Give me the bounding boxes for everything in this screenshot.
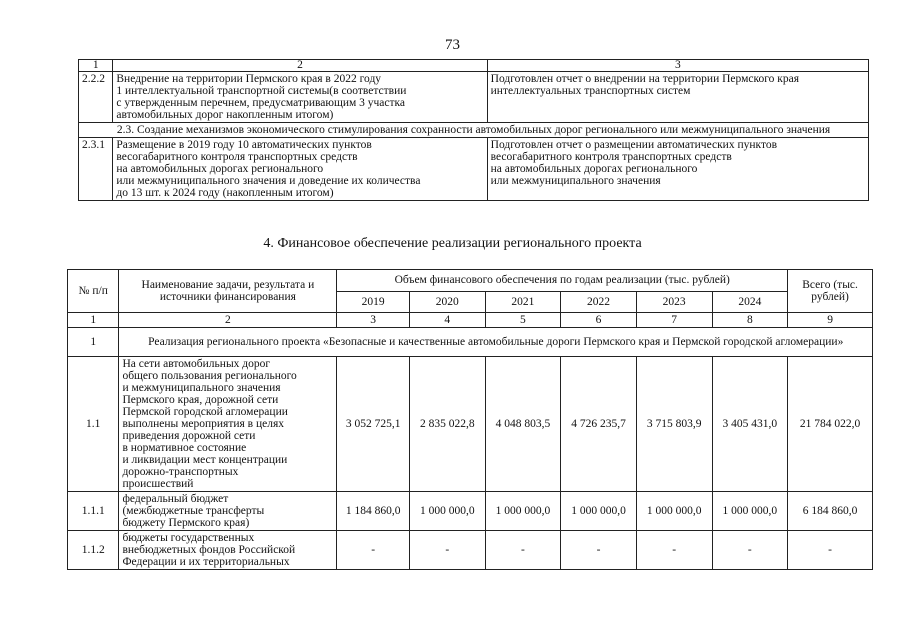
header-volume: Объем финансового обеспечения по годам реализации (тыс. рублей) [337,270,788,292]
financing-table [67,269,873,570]
text-line: Пермской городской агломерации [122,406,288,418]
text-line: Внедрение на территории Пермского края в 2022 году [116,73,382,85]
text-line: федеральный бюджет [122,493,229,505]
table-row [68,531,873,570]
header-cell: 2 [113,60,487,72]
task-cell [113,72,487,123]
column-number-row [68,313,873,328]
project-row [68,328,873,357]
text-line: с утвержденным перечнем, предусматривающим 3 участка [116,97,406,109]
text-line: Подготовлен отчет о размещении автоматических пунктов [490,139,778,151]
value-cell: - [337,531,410,570]
text-line: бюджеты государственных [122,532,255,544]
table-row [79,138,869,201]
row-id: 2.3.1 [79,138,113,201]
text-line: происшествий [122,478,194,490]
table-header-row [68,270,873,292]
header-cell: 1 [79,60,113,72]
section-2-3-title: 2.3. Создание механизмов экономического стимулирования сохранности автомобильных дорог регионального или межмуниципального значения [79,123,869,138]
row-id: 1.1 [68,357,119,492]
text-line: выполнены мероприятия в целях [122,418,285,430]
text-line: в нормативное состояние [122,442,247,454]
value-cell: - [485,531,561,570]
text-line: на автомобильных дорогах регионального [490,163,698,175]
section-title: 4. Финансовое обеспечение реализации регионального проекта [263,236,642,251]
row-name [119,492,337,531]
table-row [79,72,869,123]
value-cell: 1 184 860,0 [337,492,410,531]
text-line: Размещение в 2019 году 10 автоматических пунктов [116,139,372,151]
value-cell: 4 048 803,5 [485,357,561,492]
text-line: весогабаритного контроля транспортных средств [490,151,732,163]
header-cell: 3 [487,60,868,72]
col-number-cell: 7 [636,313,712,328]
text-line: автомобильных дорог накопленным итогом) [116,109,334,121]
value-cell: 3 405 431,0 [712,357,788,492]
text-line: бюджету Пермского края) [122,517,250,529]
project-title: Реализация регионального проекта «Безопасные и качественные автомобильные дороги Пермского края и Пермской городской агломерации» [119,328,873,357]
col-number-cell: 1 [68,313,119,328]
value-cell: - [409,531,485,570]
value-cell: 3 715 803,9 [636,357,712,492]
text-line: (межбюджетные трансферты [122,505,265,517]
value-cell: 3 052 725,1 [337,357,410,492]
text-line: интеллектуальных транспортных систем [490,85,691,97]
table-row [68,492,873,531]
text-line: Пермского края, дорожной сети [122,394,279,406]
col-number-cell: 9 [788,313,873,328]
header-number: № п/п [68,270,119,313]
year-cell: 2020 [409,291,485,313]
value-cell: - [712,531,788,570]
row-id: 1 [68,328,119,357]
text-line: На сети автомобильных дорог [122,358,271,370]
results-table [78,59,869,201]
col-number-cell: 6 [561,313,637,328]
value-cell: 2 835 022,8 [409,357,485,492]
text-line: приведения дорожной сети [122,430,256,442]
value-cell: - [636,531,712,570]
value-cell: 1 000 000,0 [561,492,637,531]
text-line: на автомобильных дорогах регионального [116,163,324,175]
text-line: 1 интеллектуальной транспортной системы(в соответствии [116,85,407,97]
text-line: и межмуниципального значения [122,382,281,394]
text-line: Подготовлен отчет о внедрении на территории Пермского края [490,73,800,85]
text-line: дорожно-транспортных [122,466,239,478]
total-cell: 21 784 022,0 [788,357,873,492]
text-line: весогабаритного контроля транспортных средств [116,151,358,163]
text-line: общего пользования регионального [122,370,297,382]
row-id: 2.2.2 [79,72,113,123]
year-cell: 2019 [337,291,410,313]
row-id: 1.1.2 [68,531,119,570]
year-cell: 2021 [485,291,561,313]
task-cell [113,138,487,201]
result-cell [487,138,868,201]
page-number: 73 [445,37,460,53]
text-line: внебюджетных фондов Российской [122,544,296,556]
text-line: Федерации и их территориальных [122,556,290,568]
header-name: Наименование задачи, результата и источники финансирования [119,270,337,313]
text-line: или межмуниципального значения и доведение их количества [116,175,421,187]
row-name [119,531,337,570]
text-line: или межмуниципального значения [490,175,661,187]
section-row [79,123,869,138]
value-cell: 1 000 000,0 [485,492,561,531]
value-cell: - [561,531,637,570]
value-cell: 4 726 235,7 [561,357,637,492]
text-line: до 13 шт. к 2024 году (накопленным итогом) [116,187,334,199]
year-cell: 2023 [636,291,712,313]
row-id: 1.1.1 [68,492,119,531]
value-cell: 1 000 000,0 [409,492,485,531]
header-total: Всего (тыс. рублей) [788,270,873,313]
year-cell: 2022 [561,291,637,313]
row-name [119,357,337,492]
year-cell: 2024 [712,291,788,313]
col-number-cell: 2 [119,313,337,328]
col-number-cell: 8 [712,313,788,328]
value-cell: 1 000 000,0 [712,492,788,531]
total-cell: - [788,531,873,570]
col-number-cell: 5 [485,313,561,328]
col-number-cell: 4 [409,313,485,328]
result-cell [487,72,868,123]
text-line: и ликвидации мест концентрации [122,454,288,466]
total-cell: 6 184 860,0 [788,492,873,531]
table-row [68,357,873,492]
table-header-row [79,60,869,72]
value-cell: 1 000 000,0 [636,492,712,531]
col-number-cell: 3 [337,313,410,328]
